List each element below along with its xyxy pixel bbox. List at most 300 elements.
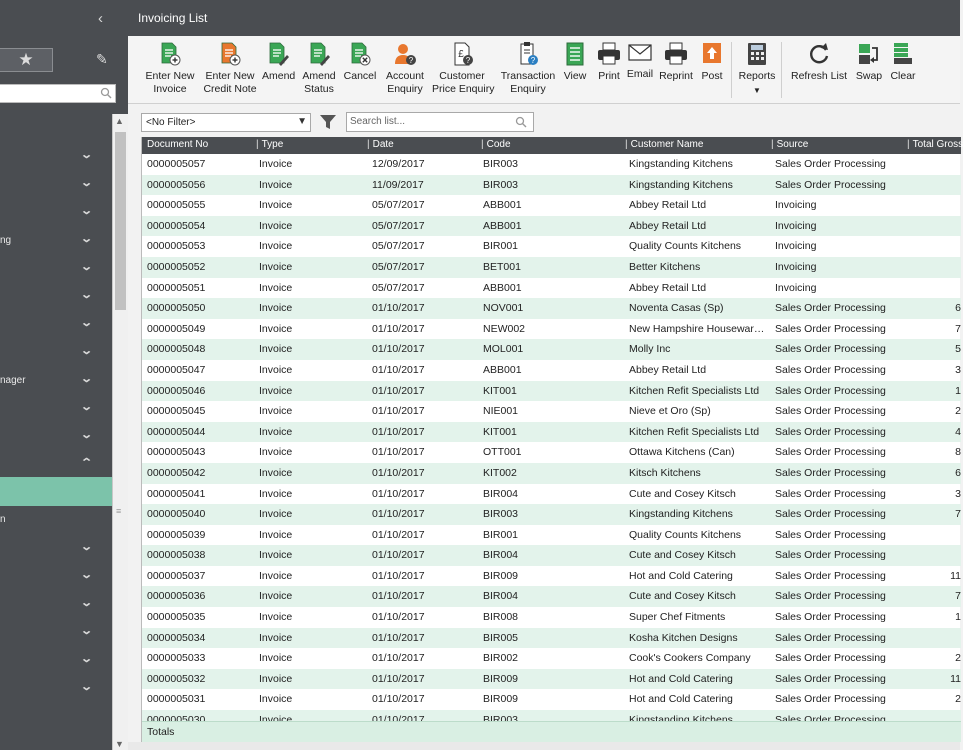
table-cell: BIR004 [483,549,519,562]
table-cell: 0000005034 [147,631,206,644]
chevron-down-icon[interactable]: ⌄ [80,345,94,357]
price-tag-icon [432,42,492,66]
table-row[interactable] [142,463,961,484]
table-cell: 7 [955,590,961,603]
clear-button[interactable] [890,42,916,83]
filter-selected-value: <No Filter> [146,117,196,128]
favorites-star-icon[interactable]: ★ [0,48,53,72]
table-cell: MOL001 [483,343,524,356]
chevron-down-icon[interactable]: ⌄ [80,429,94,441]
table-cell: 01/10/2017 [372,343,425,356]
sidebar-item[interactable] [0,625,110,643]
table-cell: NEW002 [483,322,526,335]
sidebar-item-selected[interactable] [0,477,112,506]
enter-new-invoice-button[interactable] [142,42,198,96]
table-row[interactable] [142,628,961,649]
table-cell: 0000005050 [147,302,206,315]
table-cell: Sales Order Processing [775,384,886,397]
table-cell: 0000005036 [147,590,206,603]
table-cell: OTT001 [483,446,522,459]
table-cell: BIR005 [483,631,519,644]
table-cell: 0000005051 [147,281,206,294]
window-titlebar [128,0,960,36]
chevron-down-icon[interactable]: ⌄ [80,625,94,637]
reports-button[interactable] [738,42,776,97]
table-cell: Invoice [259,569,293,582]
table-row[interactable] [142,216,961,237]
table-cell: Sales Order Processing [775,302,886,315]
table-cell: 0000005049 [147,322,206,335]
table-cell: Abbey Retail Ltd [629,199,707,212]
doc-cancel-icon [342,42,378,66]
column-header[interactable]: | Total Gross [907,139,963,150]
table-cell: Invoicing [775,260,817,273]
table-cell: 01/10/2017 [372,590,425,603]
doc-plus-orange-icon [202,42,258,66]
table-cell: Invoice [259,466,293,479]
table-cell: 01/10/2017 [372,384,425,397]
transaction-enquiry-label: Transaction Enquiry [500,70,556,95]
table-cell: 0000005057 [147,158,206,170]
clear-icon [890,42,916,66]
table-cell: Kitsch Kitchens [629,466,701,479]
table-cell: Invoice [259,528,293,541]
table-cell: 0000005042 [147,466,206,479]
table-cell: Invoice [259,652,293,665]
table-cell: Invoice [259,363,293,376]
enter-new-credit-note-button[interactable] [202,42,258,96]
table-cell: 0000005048 [147,343,206,356]
table-cell: 01/10/2017 [372,631,425,644]
table-cell: 01/10/2017 [372,508,425,521]
chevron-down-icon[interactable]: ⌄ [80,597,94,609]
table-cell: Sales Order Processing [775,611,886,624]
table-cell: 01/10/2017 [372,405,425,418]
table-cell: BIR003 [483,178,519,191]
table-cell: Kingstanding Kitchens [629,508,733,521]
chevron-down-icon[interactable]: ⌄ [80,373,94,385]
table-cell: 0000005039 [147,528,206,541]
table-cell: BIR003 [483,158,519,170]
person-query-icon [383,42,427,66]
table-cell: Sales Order Processing [775,652,886,665]
table-cell: Invoice [259,405,293,418]
table-cell: 0000005047 [147,363,206,376]
table-cell: New Hampshire Housewar… [629,322,765,335]
table-cell: Invoice [259,590,293,603]
swap-icon [854,42,884,66]
table-row[interactable] [142,648,961,669]
table-cell: 11/09/2017 [372,178,424,191]
table-row[interactable] [142,257,961,278]
filter-dropdown[interactable] [141,113,311,132]
post-icon [700,42,724,66]
table-cell: Sales Order Processing [775,549,886,562]
doc-status-icon [299,42,339,66]
table-cell: 0000005052 [147,260,206,273]
table-cell: Cute and Cosey Kitsch [629,487,736,500]
chevron-down-icon[interactable]: ⌄ [80,289,94,301]
table-cell: Sales Order Processing [775,590,886,603]
table-cell: 01/10/2017 [372,528,425,541]
chevron-up-icon[interactable]: ⌃ [80,457,94,469]
sidebar-item[interactable] [0,261,110,279]
table-cell: Invoicing [775,219,817,232]
table-cell: 05/07/2017 [372,219,425,232]
sidebar-item[interactable] [0,373,110,391]
table-cell: 01/10/2017 [372,322,425,335]
scroll-up-icon[interactable]: ▲ [115,116,124,126]
sidebar-item[interactable] [0,317,110,335]
refresh-icon [790,42,848,66]
table-cell: 01/10/2017 [372,302,425,315]
table-cell: 0000005033 [147,652,206,665]
chevron-down-icon[interactable]: ▼ [297,116,307,127]
reports-label: Reports [738,70,776,82]
list-search-placeholder: Search list... [350,116,406,127]
printer-icon [596,42,622,66]
chevron-down-icon[interactable]: ⌄ [80,317,94,329]
table-cell: 7 [955,508,961,521]
table-cell: Sales Order Processing [775,405,886,418]
table-row[interactable] [142,319,961,340]
table-cell: BIR001 [483,528,519,541]
table-cell: Invoice [259,508,293,521]
print-button[interactable] [596,42,622,83]
table-cell: KIT002 [483,466,517,479]
table-cell: Cook's Cookers Company [629,652,751,665]
table-cell: BIR008 [483,611,519,624]
table-row[interactable] [142,586,961,607]
chevron-down-icon[interactable]: ⌄ [80,541,94,553]
sidebar-item[interactable] [0,569,110,587]
amend-status-button[interactable] [299,42,339,96]
table-cell: 4 [955,425,961,438]
chevron-down-icon[interactable]: ⌄ [80,653,94,665]
grid-totals-row [142,721,961,742]
sidebar-scrollbar[interactable] [112,114,128,750]
enter-new-credit-note-label: Enter New Credit Note [203,70,257,95]
totals-label: Totals [147,726,175,738]
table-row[interactable] [142,422,961,443]
column-header[interactable]: | Code [481,139,511,150]
table-cell: 05/07/2017 [372,199,425,212]
table-cell: Invoicing [775,240,817,253]
table-cell: 01/10/2017 [372,487,425,500]
table-row[interactable] [142,175,961,196]
sidebar-item[interactable] [0,345,110,363]
view-button[interactable] [562,42,588,83]
table-cell: Kitchen Refit Specialists Ltd [629,384,760,397]
table-cell: Cute and Cosey Kitsch [629,590,736,603]
table-cell: Invoice [259,631,293,644]
calculator-icon [738,42,776,66]
enter-new-invoice-label: Enter New Invoice [145,70,195,95]
table-row[interactable] [142,504,961,525]
column-header[interactable]: | Date [367,139,394,150]
table-cell: Invoice [259,446,293,459]
sidebar-item[interactable] [0,205,110,223]
search-icon[interactable] [100,87,112,99]
column-header[interactable]: | Type [256,139,283,150]
table-cell: 0000005038 [147,549,206,562]
chevron-down-icon[interactable]: ⌄ [80,261,94,273]
table-cell: BIR009 [483,693,519,706]
sidebar-item-label: ng [0,235,12,246]
chevron-down-icon[interactable]: ⌄ [80,569,94,581]
reports-dropdown-arrow-icon[interactable]: ▼ [753,86,761,95]
table-cell: Abbey Retail Ltd [629,363,707,376]
table-cell: BIR002 [483,652,519,665]
table-cell: 0000005046 [147,384,206,397]
table-cell: 0000005031 [147,693,206,706]
account-enquiry-button[interactable] [383,42,427,96]
table-cell: 1 [955,611,961,624]
email-button[interactable] [626,42,654,81]
navigation-sidebar [0,0,128,750]
table-cell: BIR009 [483,569,519,582]
sidebar-item[interactable] [0,401,110,419]
cancel-button[interactable] [342,42,378,83]
table-cell: Kingstanding Kitchens [629,158,733,170]
sidebar-search-input[interactable] [0,84,116,103]
clear-label: Clear [890,70,916,82]
table-cell: 0000005040 [147,508,206,521]
doc-plus-icon [142,42,198,66]
table-cell: 01/10/2017 [372,549,425,562]
table-cell: 01/10/2017 [372,569,425,582]
svg-text:£: £ [458,49,464,60]
grid-bottom-border [128,742,960,750]
table-cell: 3 [955,363,961,376]
swap-label: Swap [855,70,883,82]
table-cell: Abbey Retail Ltd [629,281,707,294]
table-cell: 2 [955,652,961,665]
table-cell: 0000005043 [147,446,206,459]
table-cell: Invoice [259,302,293,315]
edit-pencil-icon[interactable]: ✎ [96,51,108,67]
window-title: Invoicing List [138,11,208,25]
table-cell: 0000005032 [147,672,206,685]
table-cell: 05/07/2017 [372,260,425,273]
chevron-down-icon[interactable]: ⌄ [80,401,94,413]
table-cell: Sales Order Processing [775,508,886,521]
cancel-label: Cancel [343,70,377,82]
list-search-input[interactable] [346,112,534,132]
table-cell: Sales Order Processing [775,322,886,335]
table-cell: 0000005055 [147,199,206,212]
sidebar-item[interactable] [0,149,110,167]
table-cell: Invoice [259,178,293,191]
sidebar-item[interactable] [0,597,110,615]
toolbar-separator [731,42,732,98]
table-cell: 6 [955,466,961,479]
table-cell: 5 [955,343,961,356]
table-cell: 7 [955,322,961,335]
table-cell: KIT001 [483,384,517,397]
amend-label: Amend [262,70,296,82]
table-cell: 0000005053 [147,240,206,253]
search-icon[interactable] [515,116,527,128]
table-cell: Sales Order Processing [775,569,886,582]
chevron-down-icon[interactable]: ⌄ [80,205,94,217]
table-cell: Invoice [259,219,293,232]
column-header[interactable]: Document No [147,139,209,150]
table-cell: 01/10/2017 [372,466,425,479]
table-cell: Hot and Cold Catering [629,569,733,582]
table-cell: NOV001 [483,302,524,315]
table-row[interactable] [142,154,961,175]
sidebar-item[interactable] [0,457,110,475]
table-cell: 0000005037 [147,569,206,582]
customer-price-enquiry-label: Customer Price Enquiry [432,70,495,95]
action-toolbar [128,36,960,104]
grid-header [142,137,961,154]
table-cell: 01/10/2017 [372,363,425,376]
table-row[interactable] [142,484,961,505]
table-cell: 6 [955,302,961,315]
table-row[interactable] [142,669,961,690]
table-cell: 05/07/2017 [372,281,425,294]
print-label: Print [598,70,620,82]
column-header[interactable]: | Customer Name [625,139,703,150]
table-row[interactable] [142,195,961,216]
table-row[interactable] [142,381,961,402]
toolbar-separator [781,42,782,98]
table-row[interactable] [142,442,961,463]
table-row[interactable] [142,525,961,546]
sidebar-item[interactable] [0,509,110,527]
table-cell: Invoice [259,240,293,253]
table-row[interactable] [142,689,961,710]
sidebar-item[interactable] [0,233,110,251]
table-cell: Kingstanding Kitchens [629,178,733,191]
amend-status-label: Amend Status [302,70,336,95]
printer-icon [658,42,694,66]
post-label: Post [701,70,723,82]
table-cell: Invoice [259,425,293,438]
swap-button[interactable] [854,42,884,83]
table-cell: Invoice [259,384,293,397]
svg-text:?: ? [408,56,414,65]
table-cell: BET001 [483,260,521,273]
table-cell: ABB001 [483,281,522,294]
table-row[interactable] [142,339,961,360]
amend-button[interactable] [262,42,294,83]
table-cell: 0000005044 [147,425,206,438]
reprint-button[interactable] [658,42,694,83]
chevron-down-icon[interactable]: ⌄ [80,149,94,161]
table-cell: 0000005035 [147,611,206,624]
scrollbar-thumb[interactable] [115,132,126,310]
table-cell: Sales Order Processing [775,693,886,706]
table-cell: Molly Inc [629,343,671,356]
sidebar-item[interactable] [0,681,110,699]
table-cell: 11 [950,672,961,685]
sidebar-item-label: nager [0,375,26,386]
table-cell: ABB001 [483,219,522,232]
table-cell: Invoice [259,549,293,562]
table-cell: Nieve et Oro (Sp) [629,405,711,418]
sidebar-item[interactable] [0,177,110,195]
table-cell: 0000005054 [147,219,206,232]
table-row[interactable] [142,401,961,422]
customer-price-enquiry-button[interactable] [432,42,495,96]
collapse-sidebar-icon[interactable]: ‹ [98,10,103,27]
table-cell: 01/10/2017 [372,446,425,459]
table-cell: Invoice [259,322,293,335]
chevron-down-icon[interactable]: ⌄ [80,681,94,693]
table-row[interactable] [142,236,961,257]
table-row[interactable] [142,566,961,587]
scroll-grip-icon: ≡ [116,506,122,516]
table-cell: Kitchen Refit Specialists Ltd [629,425,760,438]
table-cell: 11 [950,569,961,582]
table-row[interactable] [142,298,961,319]
column-header[interactable]: | Source [771,139,808,150]
table-cell: 0000005041 [147,487,206,500]
account-enquiry-label: Account Enquiry [386,70,424,95]
grid-rows [142,154,961,731]
table-cell: Hot and Cold Catering [629,672,733,685]
table-cell: 8 [955,446,961,459]
sidebar-sub-label: n [0,514,6,525]
table-row[interactable] [142,545,961,566]
filter-funnel-icon[interactable] [319,114,337,130]
post-button[interactable] [700,42,724,83]
sidebar-item[interactable] [0,653,110,671]
table-cell: 01/10/2017 [372,652,425,665]
email-label: Email [626,68,654,80]
table-cell: Cute and Cosey Kitsch [629,549,736,562]
envelope-icon [626,42,654,64]
table-cell: Hot and Cold Catering [629,693,733,706]
table-cell: Sales Order Processing [775,466,886,479]
table-cell: Invoice [259,281,293,294]
table-cell: Invoice [259,693,293,706]
sidebar-item[interactable] [0,429,110,447]
sidebar-item[interactable] [0,289,110,307]
table-row[interactable] [142,607,961,628]
table-cell: BIR004 [483,487,519,500]
table-cell: 3 [955,487,961,500]
table-cell: ABB001 [483,199,522,212]
table-cell: KIT001 [483,425,517,438]
table-cell: BIR003 [483,508,519,521]
chevron-down-icon[interactable]: ⌄ [80,177,94,189]
invoice-grid[interactable] [141,137,963,742]
table-cell: Invoicing [775,281,817,294]
table-cell: Kosha Kitchen Designs [629,631,738,644]
chevron-down-icon[interactable]: ⌄ [80,233,94,245]
scroll-down-icon[interactable]: ▼ [115,739,124,749]
refresh-list-label: Refresh List [790,70,848,82]
table-cell: BIR001 [483,240,519,253]
sidebar-item[interactable] [0,541,110,559]
view-list-icon [562,42,588,66]
table-cell: Invoice [259,199,293,212]
table-cell: Ottawa Kitchens (Can) [629,446,735,459]
table-row[interactable] [142,278,961,299]
table-cell: Sales Order Processing [775,672,886,685]
clipboard-query-icon [500,42,556,66]
table-cell: ABB001 [483,363,522,376]
transaction-enquiry-button[interactable] [500,42,556,96]
refresh-list-button[interactable] [790,42,848,83]
table-cell: BIR009 [483,672,519,685]
table-cell: 0000005045 [147,405,206,418]
table-row[interactable] [142,360,961,381]
